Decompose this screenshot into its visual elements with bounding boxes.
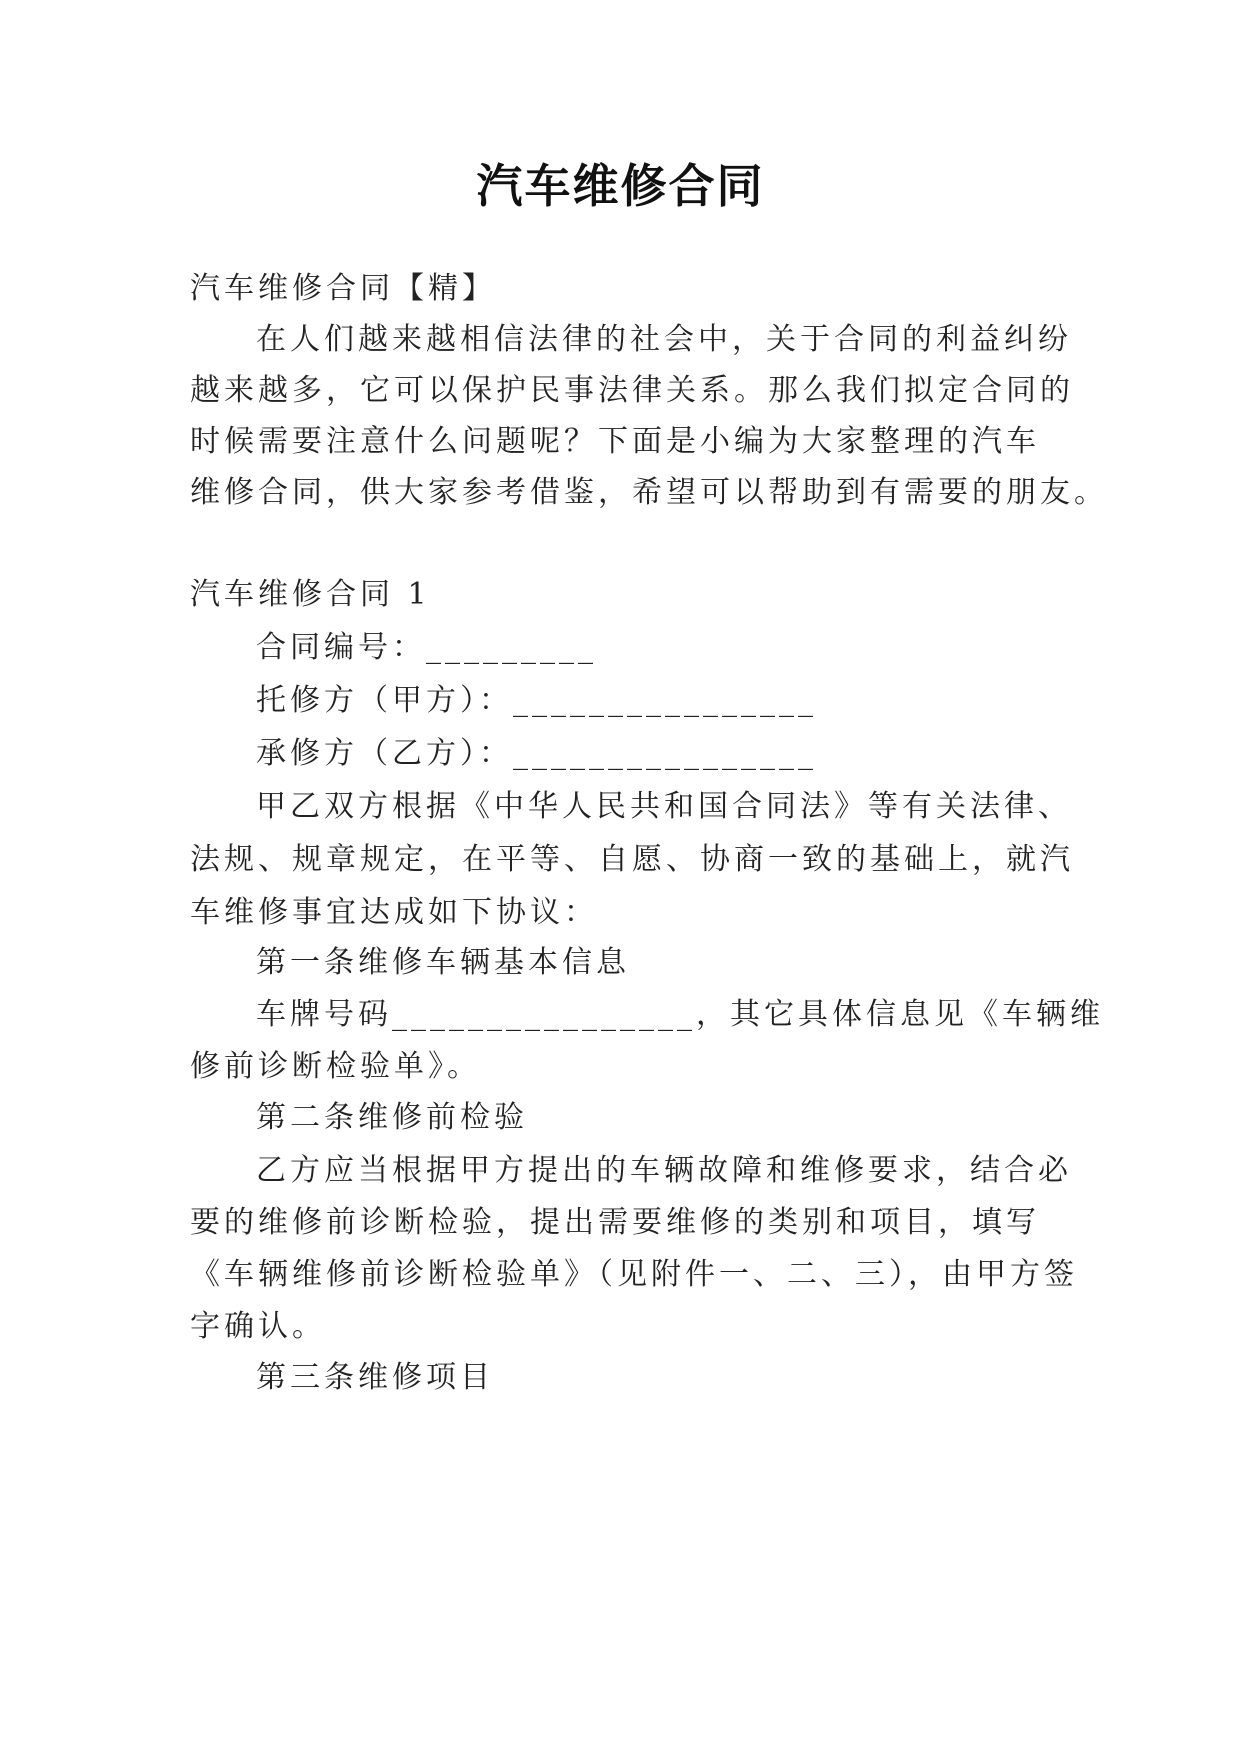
article-2-title: 第二条维修前检验 <box>256 1100 528 1135</box>
intro-line: 时候需要注意什么问题呢？下面是小编为大家整理的汽车 <box>190 424 1040 459</box>
preamble-line: 车维修事宜达成如下协议： <box>190 895 598 930</box>
article-1-title: 第一条维修车辆基本信息 <box>256 945 630 980</box>
article-1-body-line: 车牌号码________________，其它具体信息见《车辆维 <box>256 997 1104 1032</box>
preamble-line: 法规、规章规定，在平等、自愿、协商一致的基础上，就汽 <box>190 842 1074 877</box>
intro-line: 在人们越来越相信法律的社会中，关于合同的利益纠纷 <box>256 322 1072 357</box>
article-2-body-line: 《车辆维修前诊断检验单》（见附件一、二、三），由甲方签 <box>190 1257 1078 1292</box>
party-b-field: 承修方（乙方）：________________ <box>256 736 817 771</box>
article-3-title: 第三条维修项目 <box>256 1360 494 1395</box>
article-2-body-line: 字确认。 <box>190 1309 326 1344</box>
intro-line: 越来越多，它可以保护民事法律关系。那么我们拟定合同的 <box>190 373 1074 408</box>
preamble-line: 甲乙双方根据《中华人民共和国合同法》等有关法律、 <box>256 789 1072 824</box>
intro-line: 维修合同，供大家参考借鉴，希望可以帮助到有需要的朋友。 <box>190 475 1108 510</box>
section-heading: 汽车维修合同 1 <box>190 577 431 612</box>
article-2-body-line: 要的维修前诊断检验，提出需要维修的类别和项目，填写 <box>190 1205 1040 1240</box>
document-title: 汽车维修合同 <box>476 159 765 213</box>
article-2-body-line: 乙方应当根据甲方提出的车辆故障和维修要求，结合必 <box>256 1153 1072 1188</box>
document-subtitle: 汽车维修合同【精】 <box>190 271 496 306</box>
contract-number-field: 合同编号：_________ <box>256 630 597 665</box>
party-a-field: 托修方（甲方）：________________ <box>256 683 817 718</box>
article-1-body-line: 修前诊断检验单》。 <box>190 1049 481 1084</box>
